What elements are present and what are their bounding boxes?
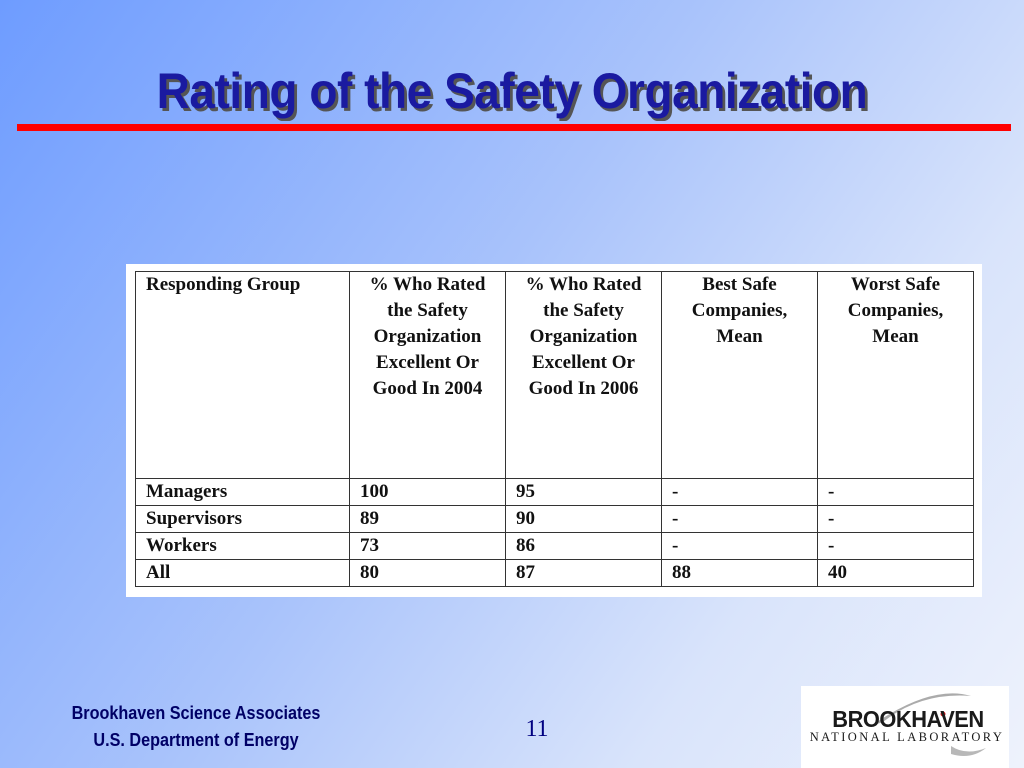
title-underline bbox=[17, 124, 1011, 131]
cell-2004: 73 bbox=[350, 533, 506, 560]
brookhaven-logo bbox=[801, 686, 1009, 768]
footer-org-line2: U.S. Department of Energy bbox=[93, 730, 299, 750]
cell-2006: 86 bbox=[506, 533, 662, 560]
rating-table bbox=[135, 271, 974, 587]
logo-wordmark: BROOKHAVEN bbox=[832, 706, 984, 732]
table-header-row bbox=[136, 272, 974, 479]
header-worst-safe-mean: Worst Safe Companies, Mean bbox=[818, 272, 974, 479]
cell-group: Supervisors bbox=[136, 506, 350, 533]
page-number: 11 bbox=[525, 716, 549, 742]
cell-2006: 95 bbox=[506, 479, 662, 506]
header-rated-2006: % Who Rated the Safety Organization Excellent Or Good In 2006 bbox=[506, 272, 662, 479]
cell-worst: - bbox=[818, 506, 974, 533]
cell-best: 88 bbox=[662, 560, 818, 587]
cell-2004: 89 bbox=[350, 506, 506, 533]
cell-2006: 90 bbox=[506, 506, 662, 533]
cell-worst: - bbox=[818, 479, 974, 506]
logo-subtitle: NATIONAL LABORATORY bbox=[809, 730, 1005, 744]
cell-group: All bbox=[136, 560, 350, 587]
footer-organization bbox=[56, 700, 337, 754]
cell-best: - bbox=[662, 479, 818, 506]
cell-2004: 100 bbox=[350, 479, 506, 506]
cell-group: Managers bbox=[136, 479, 350, 506]
cell-worst: 40 bbox=[818, 560, 974, 587]
header-responding-group: Responding Group bbox=[136, 272, 350, 479]
footer-org-line1: Brookhaven Science Associates bbox=[71, 703, 321, 723]
cell-2006: 87 bbox=[506, 560, 662, 587]
header-rated-2004: % Who Rated the Safety Organization Excellent Or Good In 2004 bbox=[350, 272, 506, 479]
cell-2004: 80 bbox=[350, 560, 506, 587]
table-row bbox=[136, 479, 974, 506]
table-panel bbox=[126, 264, 982, 597]
cell-best: - bbox=[662, 533, 818, 560]
cell-best: - bbox=[662, 506, 818, 533]
table-row bbox=[136, 506, 974, 533]
table-row bbox=[136, 533, 974, 560]
table-row bbox=[136, 560, 974, 587]
cell-worst: - bbox=[818, 533, 974, 560]
header-best-safe-mean: Best Safe Companies, Mean bbox=[662, 272, 818, 479]
slide-title: Rating of the Safety Organization bbox=[156, 63, 868, 119]
cell-group: Workers bbox=[136, 533, 350, 560]
